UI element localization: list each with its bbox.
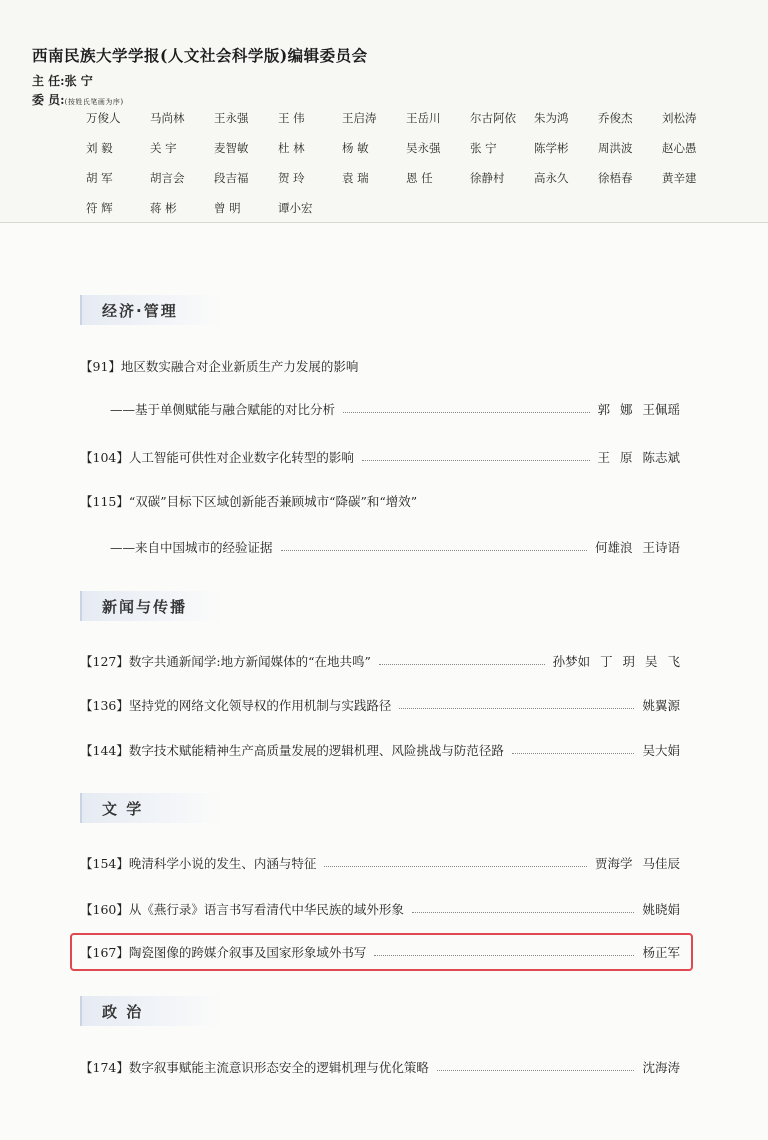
member-name: 周洪波 [598, 141, 633, 155]
article-subtitle: ——基于单侧赋能与融合赋能的对比分析 [110, 402, 336, 417]
toc-entry[interactable] [80, 490, 680, 512]
section-title: 经济·管理 [102, 302, 178, 320]
article-title: 地区数实融合对企业新质生产力发展的影响 [120, 359, 359, 374]
member-name: 马尚林 [150, 111, 185, 125]
member-name: 关 宇 [150, 141, 177, 155]
board-title: 西南民族大学学报(人文社会科学版)编辑委员会 [32, 46, 368, 65]
page-number: 【154】 [80, 856, 129, 871]
toc-entry[interactable] [80, 1056, 680, 1078]
member-name: 吴永强 [406, 141, 441, 155]
article-title: “双碳”目标下区域创新能否兼顾城市“降碳”和“增效” [128, 494, 418, 509]
section-heading-journalism [80, 591, 222, 621]
member-name: 曾 明 [214, 201, 241, 215]
member-name: 乔俊杰 [598, 111, 633, 125]
toc-entry[interactable] [80, 898, 680, 920]
member-name: 王启涛 [342, 111, 377, 125]
member-name: 尔古阿依 [470, 111, 516, 125]
article-authors: 沈海涛 [642, 1060, 680, 1075]
members-row-label [32, 91, 124, 108]
director-name: 张 宁 [64, 74, 93, 88]
article-title: 晚清科学小说的发生、内涵与特征 [128, 856, 317, 871]
article-title: 数字技术赋能精神生产高质量发展的逻辑机理、风险挑战与防范径路 [128, 743, 504, 758]
member-name: 陈学彬 [534, 141, 569, 155]
toc-entry[interactable] [80, 650, 680, 672]
section-title: 文 学 [102, 800, 144, 818]
page-number: 【160】 [80, 902, 129, 917]
article-authors: 郭 娜 王佩瑶 [597, 402, 680, 417]
article-title: 人工智能可供性对企业数字化转型的影响 [128, 450, 354, 465]
member-name: 贺 玲 [278, 171, 305, 185]
dot-leader [343, 412, 590, 413]
member-name: 赵心愚 [662, 141, 697, 155]
article-title: 数字叙事赋能主流意识形态安全的逻辑机理与优化策略 [128, 1060, 429, 1075]
member-name: 杨 敏 [342, 141, 369, 155]
page-number: 【115】 [80, 494, 129, 509]
article-subtitle: ——来自中国城市的经验证据 [110, 540, 273, 555]
toc-entry[interactable] [80, 694, 680, 716]
page-number: 【127】 [80, 654, 129, 669]
article-title: 坚持党的网络文化领导权的作用机制与实践路径 [128, 698, 392, 713]
member-name: 谭小宏 [278, 201, 313, 215]
member-name: 张 宁 [470, 141, 497, 155]
article-title: 从《燕行录》语言书写看清代中华民族的域外形象 [128, 902, 404, 917]
dot-leader [512, 753, 635, 754]
article-authors: 吴大娟 [642, 743, 680, 758]
member-name: 徐静村 [470, 171, 505, 185]
toc-entry[interactable] [80, 852, 680, 874]
dot-leader [362, 460, 590, 461]
article-authors: 姚晓娟 [642, 902, 680, 917]
dot-leader [374, 955, 634, 956]
members-label: 委 员: [32, 93, 65, 107]
member-name: 高永久 [534, 171, 569, 185]
toc-entry-highlighted[interactable] [80, 941, 680, 963]
dot-leader [437, 1070, 635, 1071]
article-authors: 孙梦如 丁 玥 吴 飞 [552, 654, 680, 669]
members-note: (按姓氏笔画为序) [64, 98, 124, 106]
dot-leader [379, 664, 545, 665]
article-authors: 姚翼源 [642, 698, 680, 713]
page-number: 【174】 [80, 1060, 129, 1075]
page-number: 【167】 [80, 945, 129, 960]
section-title: 政 治 [102, 1003, 144, 1021]
article-title: 数字共通新闻学:地方新闻媒体的“在地共鸣” [128, 654, 371, 669]
section-title: 新闻与传播 [102, 598, 188, 616]
member-name: 段吉福 [214, 171, 249, 185]
member-name: 蒋 彬 [150, 201, 177, 215]
dot-leader [399, 708, 634, 709]
toc-entry-subtitle[interactable] [110, 536, 680, 558]
member-name: 王永强 [214, 111, 249, 125]
member-name: 王 伟 [278, 111, 305, 125]
director-label: 主 任: [32, 74, 65, 88]
member-name: 麦智敏 [214, 141, 249, 155]
toc-entry[interactable] [80, 355, 680, 377]
member-name: 符 辉 [86, 201, 113, 215]
section-heading-politics [80, 996, 222, 1026]
member-name: 万俊人 [86, 111, 121, 125]
member-name: 袁 瑞 [342, 171, 369, 185]
member-name: 王岳川 [406, 111, 441, 125]
page-number: 【104】 [80, 450, 129, 465]
article-authors: 王 原 陈志斌 [597, 450, 680, 465]
member-name: 刘松涛 [662, 111, 697, 125]
member-name: 黄辛建 [662, 171, 697, 185]
article-authors: 杨正军 [642, 945, 680, 960]
dot-leader [412, 912, 635, 913]
toc-entry[interactable] [80, 446, 680, 468]
section-heading-economics [80, 295, 222, 325]
member-name: 朱为鸿 [534, 111, 569, 125]
toc-entry[interactable] [80, 739, 680, 761]
page-number: 【91】 [80, 359, 121, 374]
member-name: 刘 毅 [86, 141, 113, 155]
article-authors: 何雄浪 王诗语 [595, 540, 680, 555]
member-name: 胡 军 [86, 171, 113, 185]
article-title: 陶瓷图像的跨媒介叙事及国家形象域外书写 [128, 945, 367, 960]
member-name: 徐梧春 [598, 171, 633, 185]
dot-leader [281, 550, 588, 551]
dot-leader [324, 866, 587, 867]
section-heading-literature [80, 793, 222, 823]
director-row [32, 72, 93, 89]
member-name: 杜 林 [278, 141, 305, 155]
article-authors: 贾海学 马佳辰 [595, 856, 680, 871]
member-name: 胡言会 [150, 171, 185, 185]
members-list [86, 108, 726, 219]
page-number: 【144】 [80, 743, 129, 758]
page-number: 【136】 [80, 698, 129, 713]
member-name: 恩 任 [406, 171, 433, 185]
editorial-board [0, 0, 768, 223]
toc-entry-subtitle[interactable] [110, 398, 680, 420]
